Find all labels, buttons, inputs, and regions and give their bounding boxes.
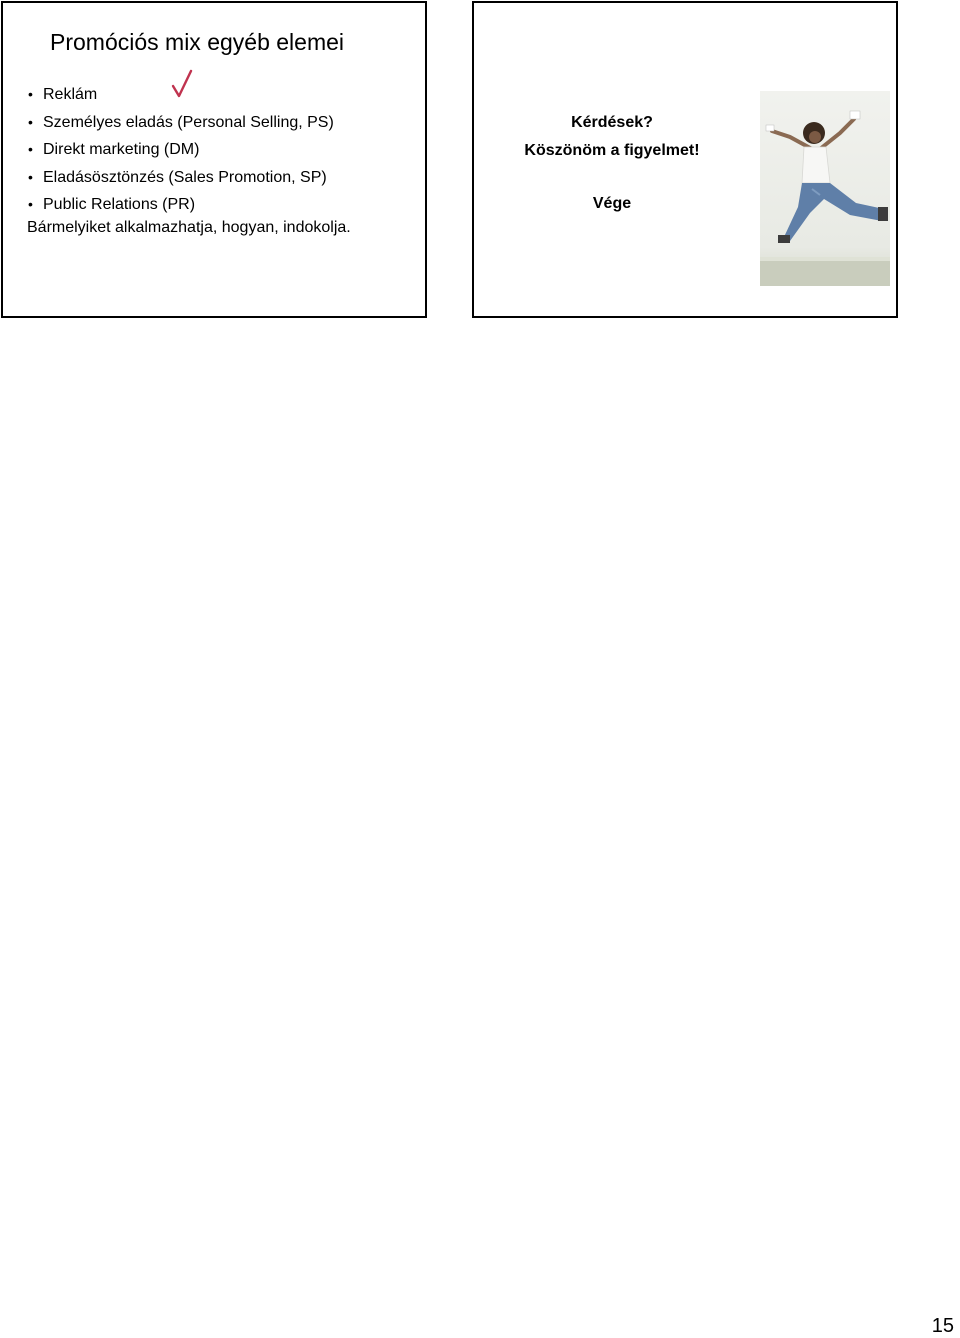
bullet-item-reklam	[25, 81, 334, 109]
questions-text: Kérdések?	[571, 114, 653, 131]
end-text: Vége	[592, 195, 632, 212]
slide-note: Bármelyiket alkalmazhatja, hogyan, indokolja.	[27, 219, 351, 236]
bullet-dot: •	[28, 86, 33, 102]
thanks-text: Köszönöm a figyelmet!	[524, 142, 700, 159]
bullet-dot: •	[28, 168, 33, 185]
jumping-person-photo	[760, 91, 890, 286]
page-number: 15	[931, 1315, 954, 1337]
bullet-text: Személyes eladás (Personal Selling, PS)	[43, 113, 334, 131]
bullet-dot: •	[28, 141, 33, 157]
bullet-dot: •	[28, 113, 33, 130]
bullet-item-direct-marketing	[25, 136, 334, 164]
slide-closing	[472, 1, 898, 318]
bullet-text: Eladásösztönzés (Sales Promotion, SP)	[43, 168, 327, 186]
bullet-item-public-relations	[25, 191, 334, 219]
bullet-text: Public Relations (PR)	[43, 196, 196, 213]
bullet-item-sales-promotion	[25, 164, 334, 192]
slide-promotion-mix	[1, 1, 427, 318]
slide-title: Promóciós mix egyéb elemei	[50, 29, 345, 55]
bullet-text: Direkt marketing (DM)	[43, 141, 200, 158]
bullet-item-personal-selling	[25, 109, 334, 137]
bullet-dot: •	[28, 196, 33, 212]
bullet-text: Reklám	[43, 86, 98, 103]
bullet-list	[25, 81, 334, 219]
